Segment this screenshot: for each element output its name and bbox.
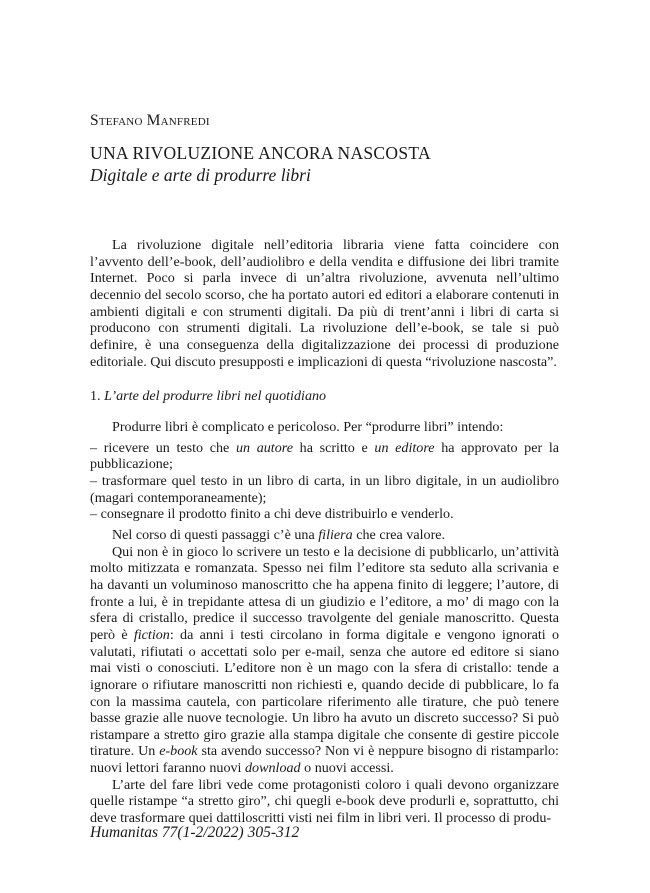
- abstract: [90, 237, 559, 370]
- list-item-1-text-a: – ricevere un testo che: [90, 439, 236, 456]
- filiera-emph: filiera: [318, 526, 353, 543]
- section-number: 1.: [90, 388, 101, 404]
- main-text-a: Qui non è in gioco lo scrivere un testo e la decisione di pubblicarlo, un’attività molto mitizzata e romanzata. Spesso nei film l’editore sta seduto alla scrivania e ha davanti un voluminoso manoscritto che ha appena finito di leggere; l’autore, di fronte a lui, è in trepidante attesa di un giudizio e l’editore, a mo’ di mago con la sfera di cristallo, predice il successo travolgente del geniale manoscritto. Questa però è: [90, 543, 559, 643]
- list-item-1-emph-author: un autore: [235, 439, 293, 456]
- filiera-text-c: che crea valore.: [352, 526, 446, 543]
- main-text-e: sta avendo successo? Non vi è neppure bisogno di ristamparlo: nuovi lettori faranno nuovi: [90, 743, 559, 777]
- body-paragraph-main: [90, 544, 559, 777]
- article-title: UNA RIVOLUZIONE ANCORA NASCOSTA: [90, 143, 431, 163]
- list-item-1: [90, 440, 559, 473]
- author-name: Stefano Manfredi: [90, 112, 210, 129]
- main-emph-fiction: fiction: [133, 626, 170, 643]
- list-item-1-text-e: ha approvato per la pubblicazione;: [90, 439, 560, 473]
- list-item-2: – trasformare quel testo in un libro di carta, in un libro digitale, in un audiolibro (magari contemporaneamente);: [90, 472, 559, 506]
- article-subtitle: Digitale e arte di produrre libri: [90, 165, 311, 185]
- main-text-c: : da anni i testi circolano in forma digitale e vengono ignorati o valutati, rifiutati o accettati solo per e-mail, senza che autore ed editore si siano mai visti o conosciuti. L’editore non è un mago con la sfera di cristallo: tende a ignorare o rifiutare manoscritti non richiesti e, quando decide di pubblicare, lo fa con la massima cautela, con particolare riferimento alle tirature, che può tenere basse grazie alle nuove tecnologie. Un libro ha avuto un discreto successo? Si può ristampare a stretto giro grazie alla stampa digitale che consente di gestire piccole tirature. Un: [90, 626, 559, 760]
- section-heading: [90, 388, 326, 405]
- body-paragraph-arte: L’arte del fare libri vede come protagonisti coloro i quali devono organizzare quelle ristampe “a stretto giro”, chi quegli e-book deve produrli e, soprattutto, chi deve trasformare quei dattiloscritti visti nei film in libri veri. Il processo di produ-: [90, 776, 559, 827]
- list-item-1-text-c: ha scritto e: [293, 439, 375, 456]
- body-paragraph-filiera: [90, 527, 559, 544]
- abstract-paragraph: La rivoluzione digitale nell’editoria libraria viene fatta coincidere con l’avvento dell’e-book, dell’audiolibro e della vendita e diffusione dei libri tramite Internet. Poco si parla invece di un’altra rivoluzione, avvenuta nell’ultimo decennio del secolo scorso, che ha portato autori ed editori a elaborare contenuti in ambienti digitali e con strumenti digitali. Da più di trent’anni i libri di carta si producono con strumenti digitali. La rivoluzione dell’e-book, se tale si può definire, è una conseguenza della digitalizzazione dei processi di produzione editoriale. Qui discuto presupposti e implicazioni di questa “rivoluzione nascosta”.: [90, 237, 559, 370]
- main-text-g: o nuovi accessi.: [300, 760, 394, 777]
- list-item-3: – consegnare il prodotto finito a chi deve distribuirlo e venderlo.: [90, 506, 454, 523]
- main-emph-ebook: e-book: [159, 743, 198, 760]
- body-text: [90, 419, 559, 827]
- body-paragraph-intro: Produrre libri è complicato e pericoloso. Per “produrre libri” intendo:: [112, 419, 504, 435]
- list-item-1-emph-editor: un editore: [374, 439, 435, 456]
- main-emph-download: download: [245, 760, 301, 777]
- filiera-text-a: Nel corso di questi passaggi c’è una: [112, 526, 319, 543]
- journal-citation: Humanitas 77(1-2/2022) 305-312: [90, 824, 300, 841]
- section-title: L’arte del produrre libri nel quotidiano: [104, 388, 327, 404]
